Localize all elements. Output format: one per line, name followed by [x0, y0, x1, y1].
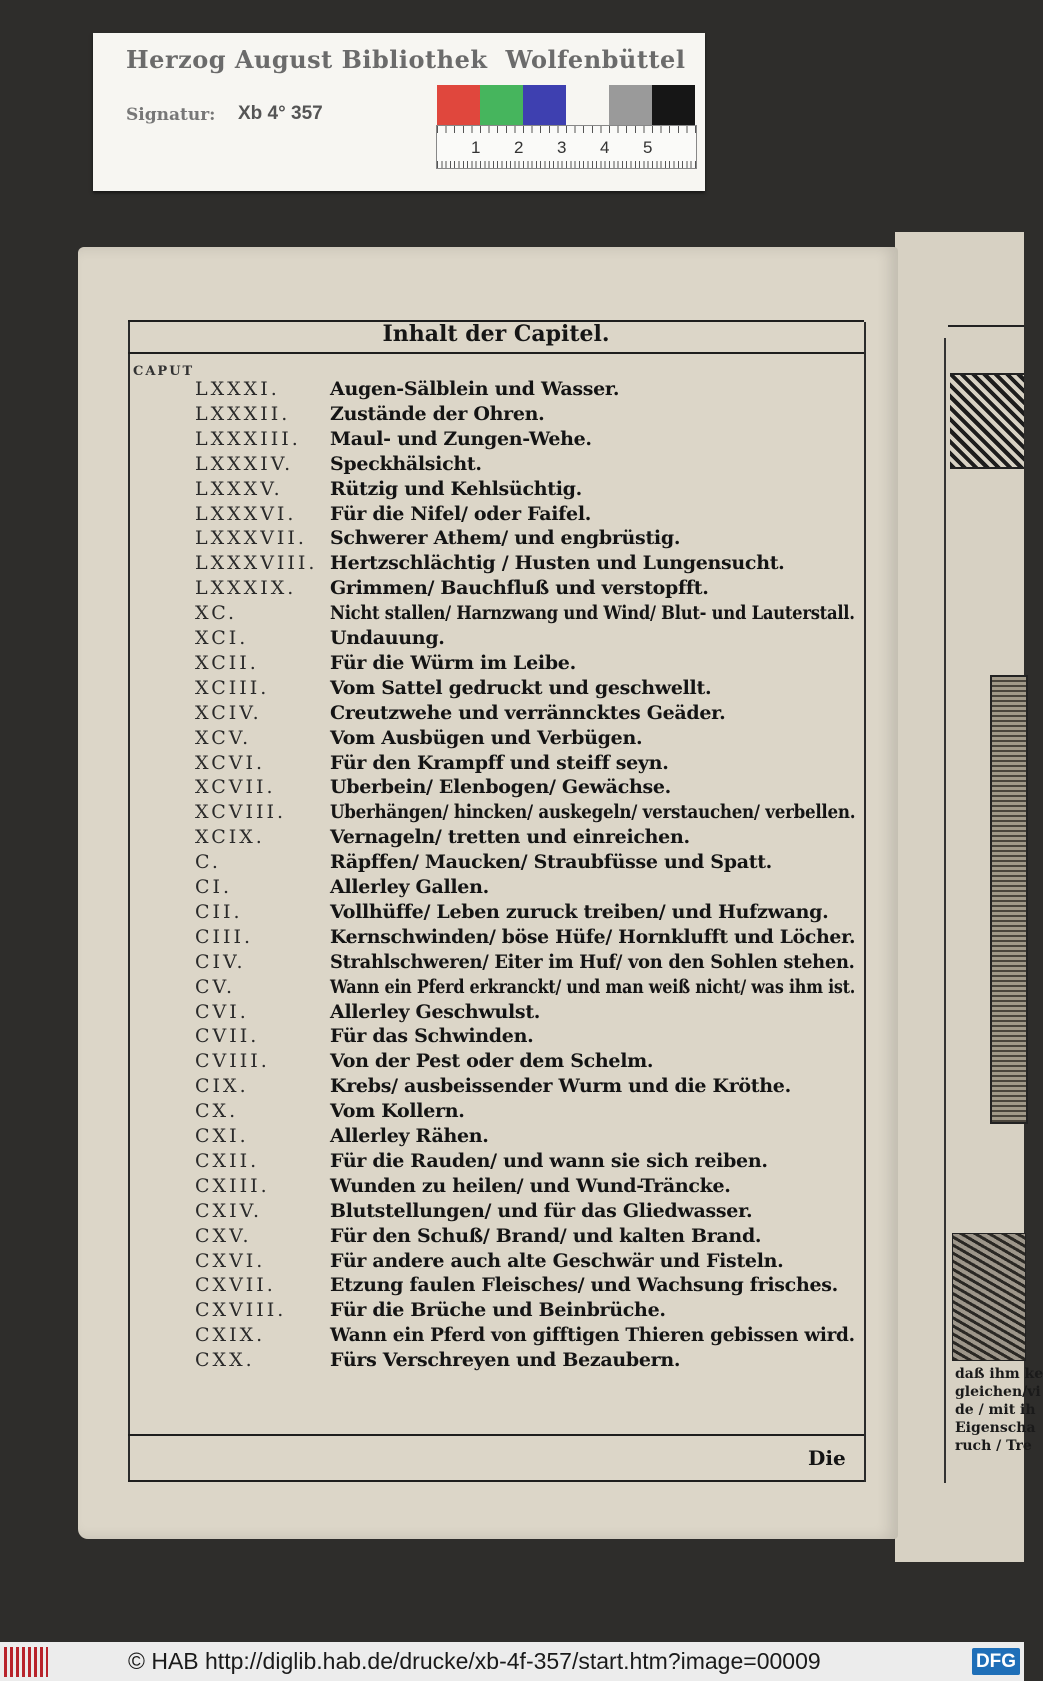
- ornament-band: [950, 373, 1024, 469]
- chapter-number: XC.: [195, 602, 238, 625]
- chapter-number: LXXXIII.: [195, 427, 301, 450]
- chapter-number: XCIII.: [195, 676, 270, 699]
- caput-label: CAPUT: [133, 364, 195, 379]
- chapter-number: CIII.: [195, 925, 254, 948]
- chapter-number: CXIV.: [195, 1199, 263, 1222]
- chapter-title: Vernageln/ tretten und einreichen.: [330, 826, 690, 849]
- facing-text-line: gleichen/vi: [955, 1384, 1041, 1400]
- chapter-number: CVII.: [195, 1025, 260, 1048]
- chapter-number: XCVII.: [195, 776, 276, 799]
- chapter-title: Vom Sattel gedruckt und geschwellt.: [330, 676, 712, 699]
- library-name-part: Herzog August Bibliothek: [126, 45, 488, 74]
- chapter-number: CII.: [195, 900, 243, 923]
- chapter-title: Schwerer Athem/ und engbrüstig.: [330, 527, 681, 550]
- color-patch: [652, 85, 695, 125]
- chapter-title: Hertzschlächtig / Husten und Lungensucht.: [330, 552, 785, 575]
- chapter-title: Vom Kollern.: [330, 1100, 465, 1123]
- chapter-number: XCIX.: [195, 826, 265, 849]
- facing-text-line: Eigenscha: [955, 1420, 1036, 1436]
- chapter-number: CXX.: [195, 1349, 255, 1372]
- library-label-card: [93, 33, 705, 191]
- chapter-number: LXXXVII.: [195, 527, 307, 550]
- color-patch: [566, 85, 609, 125]
- chapter-number: XCVI.: [195, 751, 265, 774]
- chapter-title: Allerley Rähen.: [330, 1125, 489, 1147]
- chapter-number: CXVII.: [195, 1274, 276, 1297]
- hab-logo-icon: [4, 1647, 48, 1677]
- chapter-title: Kernschwinden/ böse Hüfe/ Hornklufft und Löcher.: [330, 925, 856, 948]
- chapter-number: CI.: [195, 876, 233, 898]
- chapter-title: Speckhälsicht.: [330, 452, 482, 475]
- chapter-title: Uberbein/ Elenbogen/ Gewächse.: [330, 776, 671, 799]
- chapter-title: Für das Schwinden.: [330, 1025, 534, 1048]
- chapter-number: CXVI.: [195, 1249, 266, 1272]
- facing-page-frame: [944, 338, 946, 1483]
- chapter-number: LXXXIV.: [195, 452, 294, 475]
- chapter-title: Wunden zu heilen/ und Wund-Träncke.: [330, 1174, 731, 1197]
- chapter-number: CX.: [195, 1100, 239, 1123]
- color-patch: [609, 85, 652, 125]
- chapter-number: C.: [195, 851, 221, 874]
- chapter-number: LXXXVIII.: [195, 552, 318, 575]
- page-heading: Inhalt der Capitel.: [382, 321, 610, 347]
- chapter-title: Maul- und Zungen-Wehe.: [330, 427, 592, 450]
- dfg-logo: DFG: [972, 1648, 1020, 1675]
- footer-bar: [0, 1642, 1024, 1681]
- chapter-title: Vom Ausbügen und Verbügen.: [330, 726, 643, 749]
- chapter-number: LXXXII.: [195, 402, 291, 425]
- chapter-title: Strahlschweren/ Eiter im Huf/ von den Sohlen stehen.: [330, 950, 855, 973]
- library-name: [126, 45, 685, 74]
- chapter-number: XCII.: [195, 651, 259, 674]
- color-calibration-bar: [437, 85, 695, 125]
- chapter-title: Für die Rauden/ und wann sie sich reiben.: [330, 1149, 768, 1172]
- chapter-title: Creutzwehe und verränncktes Geäder.: [330, 701, 726, 724]
- facing-page-text: [955, 1365, 1043, 1455]
- color-patch: [480, 85, 523, 125]
- chapter-title: Fürs Verschreyen und Bezaubern.: [330, 1349, 681, 1372]
- chapter-number: CVI.: [195, 1000, 249, 1023]
- chapter-title: Nicht stallen/ Harnzwang und Wind/ Blut- und Lauterstall.: [330, 602, 855, 625]
- chapter-title: Für den Krampff und steiff seyn.: [330, 751, 669, 774]
- chapter-title: Blutstellungen/ und für das Gliedwasser.: [330, 1199, 753, 1222]
- chapter-number: XCIV.: [195, 701, 262, 724]
- chapter-title: Von der Pest oder dem Schelm.: [330, 1050, 654, 1073]
- chapter-title: Wann ein Pferd erkranckt/ und man weiß nicht/ was ihm ist.: [330, 975, 856, 998]
- chapter-title: Uberhängen/ hincken/ auskegeln/ verstauchen/ verbellen.: [330, 801, 856, 824]
- chapter-title: Etzung faulen Fleisches/ und Wachsung frisches.: [330, 1274, 838, 1297]
- library-city: Wolfenbüttel: [505, 45, 686, 74]
- chapter-number: XCI.: [195, 627, 249, 649]
- facing-text-line: daß ihm ke: [955, 1366, 1043, 1382]
- footer-copyright-link[interactable]: © HAB http://diglib.hab.de/drucke/xb-4f-357/start.htm?image=00009: [128, 1648, 821, 1674]
- signature-value: Xb 4° 357: [238, 103, 323, 124]
- footer-rule: [128, 1480, 864, 1482]
- chapter-number: LXXXIX.: [195, 577, 297, 600]
- ruler-number: 3: [557, 138, 567, 157]
- ruler-number: 4: [600, 138, 610, 157]
- chapter-number: XCV.: [195, 726, 252, 749]
- chapter-title: Für die Nifel/ oder Faifel.: [330, 502, 592, 525]
- chapter-number: XCVIII.: [195, 801, 287, 824]
- chapter-number: CXV.: [195, 1224, 252, 1247]
- ruler-number: 2: [514, 138, 524, 157]
- catchword: Die: [808, 1446, 846, 1470]
- chapter-number: LXXXI.: [195, 378, 280, 400]
- woodcut-illustration: [990, 675, 1028, 1124]
- chapter-title: Für die Würm im Leibe.: [330, 651, 576, 674]
- chapter-title: Für den Schuß/ Brand/ und kalten Brand.: [330, 1224, 762, 1247]
- chapter-title: Für andere auch alte Geschwär und Fisteln.: [330, 1249, 784, 1272]
- chapter-title: Für die Brüche und Beinbrüche.: [330, 1299, 666, 1322]
- chapter-title: Krebs/ ausbeissender Wurm und die Kröthe.: [330, 1075, 791, 1098]
- chapter-title: Allerley Gallen.: [330, 876, 489, 898]
- color-patch: [523, 85, 566, 125]
- ruler-number: 5: [643, 138, 653, 157]
- facing-text-line: de / mit ih: [955, 1402, 1036, 1418]
- signature-label: Signatur:: [126, 105, 216, 125]
- heading-rule: [128, 352, 864, 354]
- chapter-number: CXIX.: [195, 1324, 266, 1347]
- chapter-title: Augen-Sälblein und Wasser.: [330, 378, 620, 400]
- color-patch: [437, 85, 480, 125]
- chapter-title: Grimmen/ Bauchfluß und verstopfft.: [330, 577, 709, 600]
- chapter-number: CV.: [195, 975, 235, 998]
- chapter-number: CXIII.: [195, 1174, 270, 1197]
- ruler-number: 1: [471, 138, 481, 157]
- facing-text-line: ruch / Tre: [955, 1438, 1032, 1454]
- chapter-title: Zustände der Ohren.: [330, 402, 545, 425]
- chapter-title: Wann ein Pferd von gifftigen Thieren gebissen wird.: [330, 1324, 855, 1347]
- chapter-title: Allerley Geschwulst.: [330, 1000, 541, 1023]
- chapter-title: Rützig und Kehlsüchtig.: [330, 477, 582, 500]
- chapter-number: CXI.: [195, 1125, 249, 1147]
- chapter-number: CIX.: [195, 1075, 249, 1098]
- chapter-number: CVIII.: [195, 1050, 270, 1073]
- chapter-number: LXXXV.: [195, 477, 283, 500]
- chapter-number: CXVIII.: [195, 1299, 287, 1322]
- bottom-rule: [128, 1434, 864, 1436]
- chapter-number: CIV.: [195, 950, 246, 973]
- facing-page-rule: [948, 325, 1024, 327]
- chapter-title: Vollhüffe/ Leben zuruck treiben/ und Hufzwang.: [330, 900, 829, 923]
- chapter-title: Räpffen/ Maucken/ Straubfüsse und Spatt.: [330, 851, 772, 874]
- chapter-title: Undauung.: [330, 627, 445, 649]
- decorated-initial: [952, 1233, 1026, 1361]
- scale-ruler: [436, 125, 697, 169]
- chapter-number: CXII.: [195, 1149, 260, 1172]
- chapter-number: LXXXVI.: [195, 502, 297, 525]
